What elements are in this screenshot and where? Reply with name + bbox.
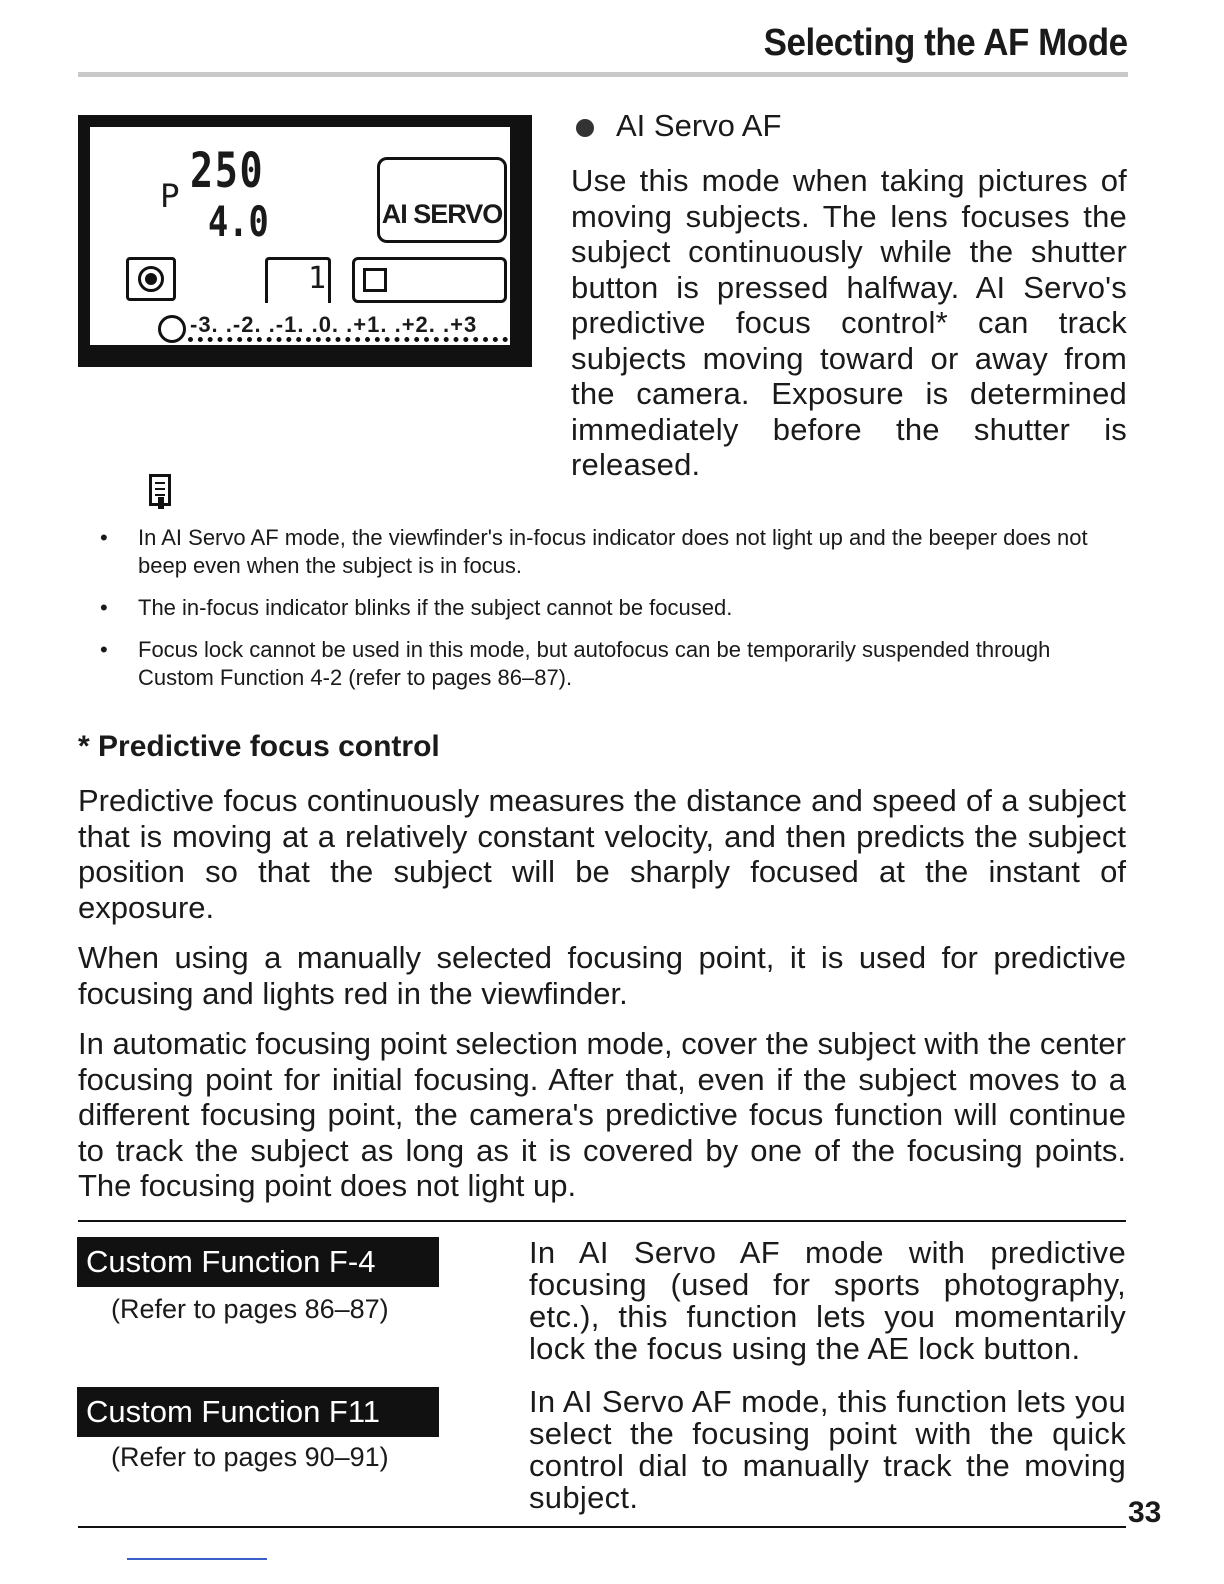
exposure-compensation-icon xyxy=(158,315,186,343)
custom-function-reference: (Refer to pages 90–91) xyxy=(111,1442,389,1472)
lcd-aperture: 4.0 xyxy=(208,197,269,246)
predictive-heading: * Predictive focus control xyxy=(78,730,440,763)
notes-list xyxy=(100,524,1105,706)
custom-function-reference: (Refer to pages 86–87) xyxy=(111,1294,389,1324)
page-number: 33 xyxy=(1128,1496,1162,1529)
memo-icon xyxy=(149,474,171,506)
custom-function-label: Custom Function F-4 xyxy=(77,1237,439,1287)
predictive-paragraph: Predictive focus continuously measures the distance and speed of a subject that is moving at a relatively constant velocity, and then predicts the subject position so that the subject will be sharply focused at the instant of exposure. xyxy=(78,783,1126,925)
drive-mode-icon xyxy=(352,257,507,303)
page-title: Selecting the AF Mode xyxy=(764,22,1128,64)
header-rule xyxy=(78,72,1128,77)
lcd-exposure-scale: -3. .-2. .-1. .0. .+1. .+2. .+3 xyxy=(190,312,478,337)
custom-function-description: In AI Servo AF mode, this function lets you select the focusing point with the quick control dial to manually track the moving subject. xyxy=(529,1384,1126,1515)
predictive-paragraph: When using a manually selected focusing point, it is used for predictive focusing and lights red in the viewfinder. xyxy=(78,940,1126,1011)
section-bullet-icon xyxy=(576,119,594,137)
note-item: • Focus lock cannot be used in this mode, but autofocus can be temporarily suspended through Custom Function 4-2 (refer to pages 86–87). xyxy=(100,636,1105,692)
lcd-af-mode-box xyxy=(377,157,507,243)
note-item: • The in-focus indicator blinks if the subject cannot be focused. xyxy=(100,594,1105,622)
footer-rule xyxy=(78,1526,1126,1528)
note-item: • In AI Servo AF mode, the viewfinder's in-focus indicator does not light up and the beeper does not beep even when the subject is in focus. xyxy=(100,524,1105,580)
custom-function-label: Custom Function F11 xyxy=(77,1387,439,1437)
intro-paragraph: Use this mode when taking pictures of moving subjects. The lens focuses the subject continuously while the shutter button is pressed halfway. AI Servo's predictive focus control* can track subjects moving toward or away from the camera. Exposure is determined immediately before the shutter is released. xyxy=(571,163,1127,482)
blue-underline xyxy=(127,1558,267,1560)
predictive-paragraph: In automatic focusing point selection mode, cover the subject with the center focusing point for initial focusing. After that, even if the subject moves to a different focusing point, the camera's predictive focus function will continue to track the subject as long as it is covered by one of the focusing points. The focusing point does not light up. xyxy=(78,1026,1126,1203)
evaluative-metering-icon xyxy=(126,257,176,301)
lcd-panel-illustration xyxy=(78,115,532,367)
lcd-exposure-scale-dots xyxy=(188,337,508,342)
lcd-program-mode: P xyxy=(160,177,180,215)
lcd-bracket-digit: 1 xyxy=(308,261,327,296)
section-divider xyxy=(78,1220,1126,1222)
lcd-display xyxy=(90,127,510,345)
lcd-af-mode-label: AI SERVO xyxy=(381,199,503,229)
custom-function-description: In AI Servo AF mode with predictive focusing (used for sports photography, etc.), this function lets you momentarily lock the focus using the AE lock button. xyxy=(529,1235,1126,1366)
lcd-shutter-speed: 250 xyxy=(190,143,265,199)
section-heading: AI Servo AF xyxy=(616,108,782,143)
